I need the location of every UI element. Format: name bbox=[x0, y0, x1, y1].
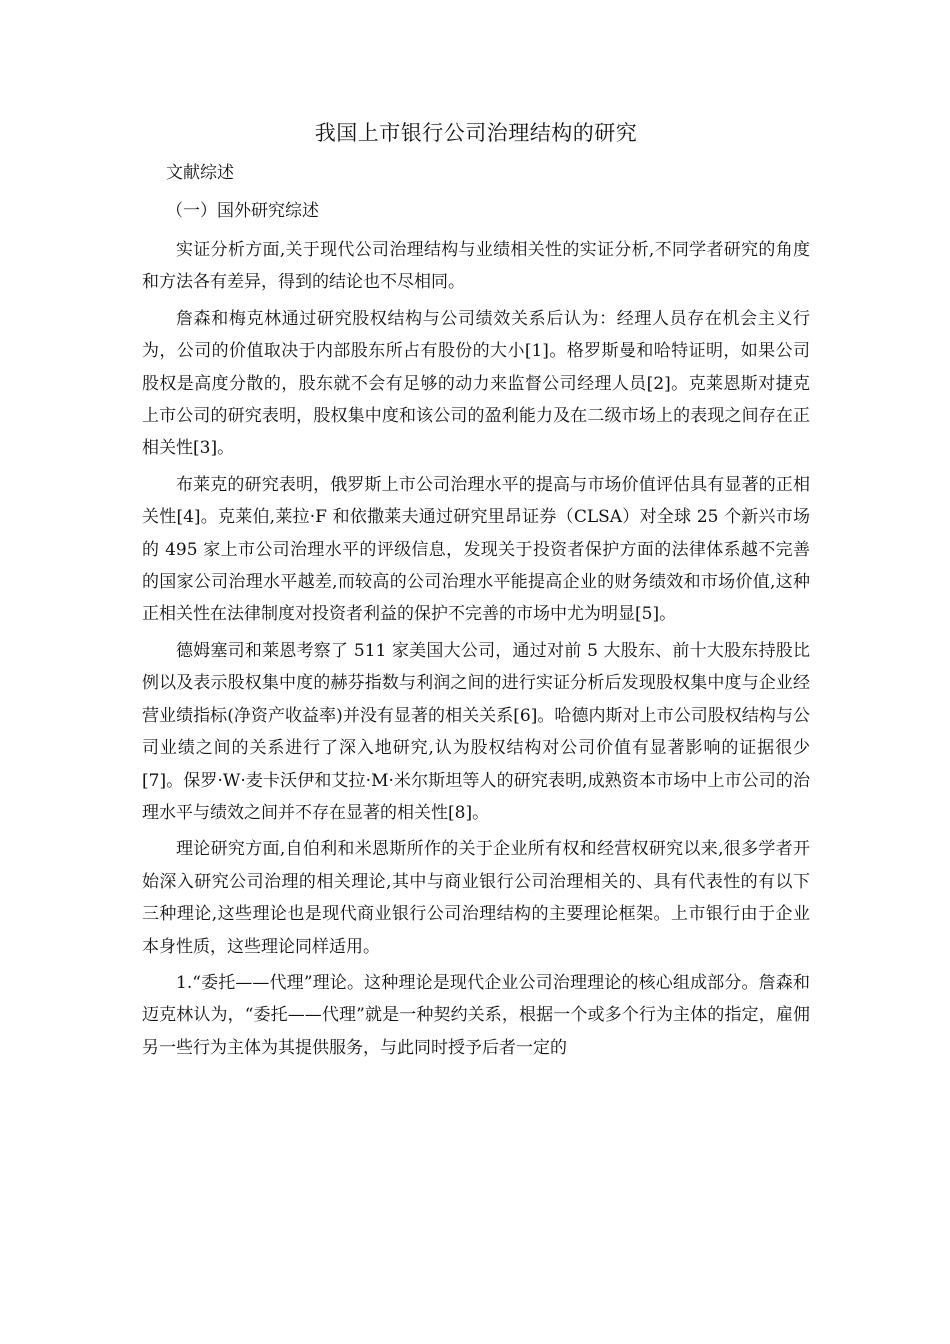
paragraph-empirical-intro: 实证分析方面,关于现代公司治理结构与业绩相关性的实证分析,不同学者研究的角度和方法各有差异，得到的结论也不尽相同。 bbox=[142, 240, 810, 293]
paragraph-demsetz-lehn: 德姆塞司和莱恩考察了 511 家美国大公司，通过对前 5 大股东、前十大股东持股比例以及表示股权集中度的赫芬指数与利润之间的进行实证分析后发现股权集中度与企业经营业绩指标(净资产收益率)并没有显著的相关关系[6]。哈德内斯对上市公司股权结构与公司业绩之间的关系进行了深入地研究,认为股权结构对公司价值有显著影响的证据很少[7]。保罗·W·麦卡沃伊和艾拉·M·米尔斯坦等人的研究表明,成熟资本市场中上市公司的治理水平与绩效之间并不存在显著的相关性[8]。 bbox=[142, 640, 810, 823]
paragraph-jensen-meckling: 詹森和梅克林通过研究股权结构与公司绩效关系后认为：经理人员存在机会主义行为，公司的价值取决于内部股东所占有股份的大小[1]。格罗斯曼和哈特证明，如果公司股权是高度分散的，股东就不会有足够的动力来监督公司经理人员[2]。克莱恩斯对捷克上市公司的研究表明，股权集中度和该公司的盈利能力及在二级市场上的表现之间存在正相关性[3]。 bbox=[142, 308, 810, 459]
paragraph-theory-intro: 理论研究方面,自伯利和米恩斯所作的关于企业所有权和经营权研究以来,很多学者开始深入研究公司治理的相关理论,其中与商业银行公司治理相关的、具有代表性的有以下三种理论,这些理论也是现代商业银行公司治理结构的主要理论框架。上市银行由于企业本身性质，这些理论同样适用。 bbox=[142, 839, 810, 957]
paragraph-black: 布莱克的研究表明，俄罗斯上市公司治理水平的提高与市场价值评估具有显著的正相关性[4]。克莱伯,莱拉·F 和依撒莱夫通过研究里昂证券（CLSA）对全球 25 个新兴市场的 495 家上市公司治理水平的评级信息，发现关于投资者保护方面的法律体系越不完善的国家公司治理水平越差,而较高的公司治理水平能提高企业的财务绩效和市场价值,这种正相关性在法律制度对投资者利益的保护不完善的市场中尤为明显[5]。 bbox=[142, 474, 810, 625]
paragraph-principal-agent: 1.“委托——代理”理论。这种理论是现代企业公司治理理论的核心组成部分。詹森和迈克林认为，“委托——代理”就是一种契约关系，根据一个或多个行为主体的指定，雇佣另一些行为主体为其提供服务，与此同时授予后者一定的 bbox=[142, 972, 810, 1058]
document-title: 我国上市银行公司治理结构的研究 bbox=[314, 121, 638, 145]
document-body bbox=[142, 118, 810, 1068]
section-heading: 文献综述 bbox=[166, 163, 234, 183]
subsection-heading: （一）国外研究综述 bbox=[166, 201, 319, 221]
